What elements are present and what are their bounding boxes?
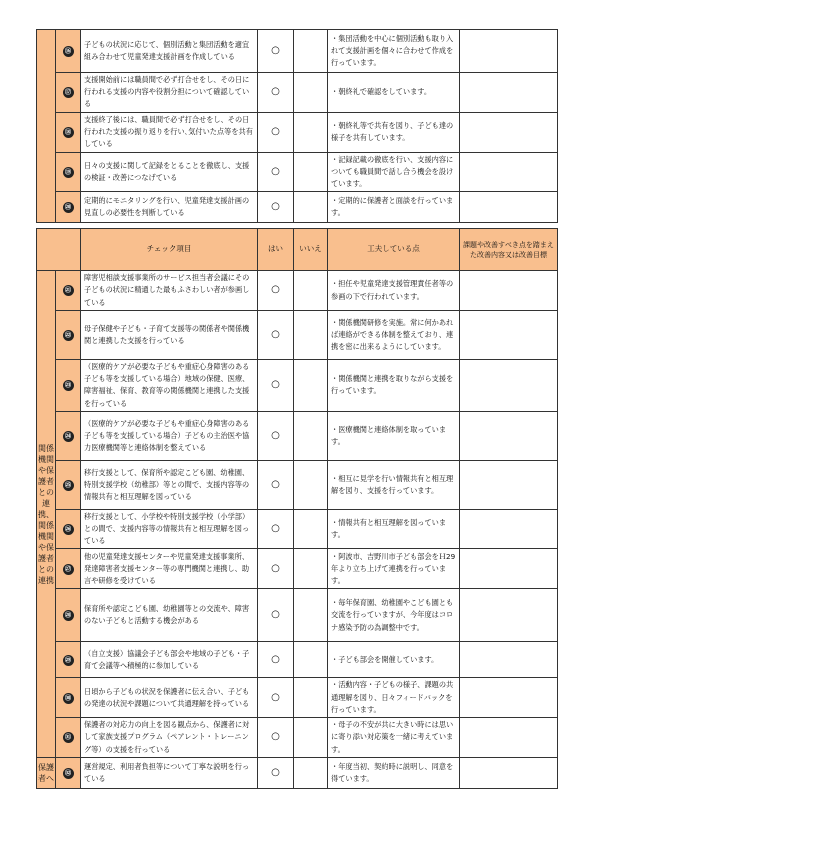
effort-text: ・情報共有と相互理解を図っています。 xyxy=(328,509,460,549)
check-item-text: 保育所や認定こども園、幼稚園等との交流や、障害のない子どもと活動する機会がある xyxy=(81,589,258,642)
no-mark xyxy=(294,642,328,678)
row-number xyxy=(56,30,81,73)
effort-text: ・毎年保育園、幼稚園やこども園とも交流を行っていますが、今年度はコロナ感染予防の為調整中です。 xyxy=(328,589,460,642)
effort-text: ・朝終礼等で共有を図り、子ども達の様子を共有しています。 xyxy=(328,112,460,152)
yes-mark: ○ xyxy=(258,718,294,758)
yes-mark: ○ xyxy=(258,271,294,311)
issue-text xyxy=(460,360,558,412)
check-item-text: 移行支援として、保育所や認定こども園、幼稚園、特別支援学校（幼稚部）等との間で、支援内容等の情報共有と相互理解を図っている xyxy=(81,460,258,509)
issue-text xyxy=(460,642,558,678)
yes-mark: ○ xyxy=(258,112,294,152)
effort-text: ・定期的に保護者と面談を行っています。 xyxy=(328,192,460,223)
header-no: いいえ xyxy=(294,229,328,271)
no-mark xyxy=(294,360,328,412)
effort-text: ・関係機関研修を実施。常に何かあれば連絡ができる体制を整えており、連携を密に出来るようにしています。 xyxy=(328,311,460,360)
row-number-badge: ㉗ xyxy=(63,564,74,575)
row-number xyxy=(56,271,81,311)
table-row xyxy=(37,678,558,718)
table-row xyxy=(37,509,558,549)
issue-text xyxy=(460,509,558,549)
check-item-text: 母子保健や子ども・子育て支援等の関係者や関係機関と連携した支援を行っている xyxy=(81,311,258,360)
header-check-item: チェック項目 xyxy=(81,229,258,271)
yes-mark: ○ xyxy=(258,549,294,589)
row-number xyxy=(56,460,81,509)
table-row xyxy=(37,192,558,223)
table-row xyxy=(37,112,558,152)
no-mark xyxy=(294,411,328,460)
check-item-text: 運営規定、利用者負担等について丁寧な説明を行っている xyxy=(81,758,258,789)
effort-text: ・担任や児童発達支援管理責任者等の参画の下で行われています。 xyxy=(328,271,460,311)
row-number xyxy=(56,192,81,223)
yes-mark: ○ xyxy=(258,73,294,113)
effort-text: ・医療機関と連絡体制を取っています。 xyxy=(328,411,460,460)
no-mark xyxy=(294,509,328,549)
row-number-badge: ⑯ xyxy=(63,46,74,57)
table-row xyxy=(37,271,558,311)
no-mark xyxy=(294,271,328,311)
effort-text: ・年度当初、契約時に説明し、同意を得ています。 xyxy=(328,758,460,789)
no-mark xyxy=(294,73,328,113)
yes-mark: ○ xyxy=(258,509,294,549)
table-row xyxy=(37,589,558,642)
check-item-text: 日頃から子どもの状況を保護者に伝え合い、子どもの発達の状況や課題について共通理解を持っている xyxy=(81,678,258,718)
no-mark xyxy=(294,112,328,152)
table-row xyxy=(37,549,558,589)
no-mark xyxy=(294,758,328,789)
check-item-text: 子どもの状況に応じて、個別活動と集団活動を適宜組み合わせて児童発達支援計画を作成している xyxy=(81,30,258,73)
table-row xyxy=(37,360,558,412)
issue-text xyxy=(460,411,558,460)
check-item-text: 日々の支援に関して記録をとることを徹底し、支援の検証・改善につなげている xyxy=(81,152,258,192)
category-label-guardians: 保護者へ xyxy=(37,758,56,789)
issue-text xyxy=(460,718,558,758)
effort-text: ・子ども部会を開催しています。 xyxy=(328,642,460,678)
no-mark xyxy=(294,311,328,360)
check-item-text: （医療的ケアが必要な子どもや重症心身障害のある子ども等を支援している場合）子どもの主治医や協力医療機関等と連絡体制を整えている xyxy=(81,411,258,460)
table-row xyxy=(37,758,558,789)
row-number-badge: ㉙ xyxy=(63,655,74,666)
category-cell-top xyxy=(37,30,56,223)
no-mark xyxy=(294,678,328,718)
header-effort: 工夫している点 xyxy=(328,229,460,271)
table-row xyxy=(37,411,558,460)
issue-text xyxy=(460,311,558,360)
row-number-badge: ㉒ xyxy=(63,330,74,341)
category-label-collaboration: 関係機関や保護者との連携、関係機関や保護者との連携 xyxy=(37,271,56,758)
table-row xyxy=(37,460,558,509)
table-row xyxy=(37,311,558,360)
row-number-badge: ㉖ xyxy=(63,524,74,535)
row-number-badge: ⑳ xyxy=(63,202,74,213)
check-item-text: 保護者の対応力の向上を図る観点から、保護者に対して家族支援プログラム（ペアレント・トレーニング等）の支援を行っている xyxy=(81,718,258,758)
check-item-text: 移行支援として、小学校や特別支援学校（小学部）との間で、支援内容等の情報共有と相互理解を図っている xyxy=(81,509,258,549)
issue-text xyxy=(460,758,558,789)
no-mark xyxy=(294,549,328,589)
issue-text xyxy=(460,30,558,73)
effort-text: ・関係機関と連携を取りながら支援を行っています。 xyxy=(328,360,460,412)
row-number xyxy=(56,73,81,113)
row-number xyxy=(56,311,81,360)
row-number-badge: ㉑ xyxy=(63,285,74,296)
issue-text xyxy=(460,192,558,223)
table-row xyxy=(37,642,558,678)
row-number-badge: ㉜ xyxy=(63,768,74,779)
header-blank xyxy=(37,229,81,271)
row-number xyxy=(56,112,81,152)
issue-text xyxy=(460,460,558,509)
row-number xyxy=(56,589,81,642)
row-number-badge: ㉚ xyxy=(63,693,74,704)
table-row xyxy=(37,152,558,192)
no-mark xyxy=(294,152,328,192)
table-row xyxy=(37,73,558,113)
effort-text: ・朝終礼で確認をしています。 xyxy=(328,73,460,113)
effort-text: ・集団活動を中心に個別活動も取り入れて支援計画を個々に合わせて作成を行っています。 xyxy=(328,30,460,73)
yes-mark: ○ xyxy=(258,642,294,678)
effort-text: ・活動内容・子どもの様子、課題の共通理解を図り、日々フィードバックを行っています。 xyxy=(328,678,460,718)
check-item-text: 支援終了後には、職員間で必ず打合せをし、その日行われた支援の振り返りを行い､気付いた点等を共有している xyxy=(81,112,258,152)
row-number-badge: ⑰ xyxy=(63,87,74,98)
no-mark xyxy=(294,192,328,223)
no-mark xyxy=(294,718,328,758)
checklist-table-top xyxy=(36,29,558,223)
check-item-text: 支援開始前には職員間で必ず打合せをし、その日に行われる支援の内容や役割分担について確認している xyxy=(81,73,258,113)
row-number xyxy=(56,758,81,789)
row-number xyxy=(56,152,81,192)
row-number xyxy=(56,360,81,412)
effort-text: ・記録記載の徹底を行い、支援内容についても職員間で話し合う機会を設けています。 xyxy=(328,152,460,192)
row-number-badge: ㉕ xyxy=(63,480,74,491)
yes-mark: ○ xyxy=(258,30,294,73)
effort-text: ・母子の不安が共に大きい時には思いに寄り添い対応策を一緒に考えています。 xyxy=(328,718,460,758)
issue-text xyxy=(460,152,558,192)
row-number xyxy=(56,411,81,460)
no-mark xyxy=(294,589,328,642)
check-item-text: 他の児童発達支援センターや児童発達支援事業所、発達障害者支援センター等の専門機関と連携し、助言や研修を受けている xyxy=(81,549,258,589)
header-issue: 課題や改善すべき点を踏まえた改善内容又は改善目標 xyxy=(460,229,558,271)
table-row xyxy=(37,718,558,758)
yes-mark: ○ xyxy=(258,192,294,223)
check-item-text: 定期的にモニタリングを行い、児童発達支援計画の見直しの必要性を判断している xyxy=(81,192,258,223)
issue-text xyxy=(460,73,558,113)
row-number xyxy=(56,678,81,718)
issue-text xyxy=(460,678,558,718)
effort-text: ・阿波市、吉野川市子ども部会をＨ29年より立ち上げて連携を行っています。 xyxy=(328,549,460,589)
row-number-badge: ㉓ xyxy=(63,380,74,391)
issue-text xyxy=(460,112,558,152)
yes-mark: ○ xyxy=(258,411,294,460)
yes-mark: ○ xyxy=(258,311,294,360)
yes-mark: ○ xyxy=(258,758,294,789)
row-number xyxy=(56,549,81,589)
yes-mark: ○ xyxy=(258,460,294,509)
check-item-text: （医療的ケアが必要な子どもや重症心身障害のある子ども等を支援している場合）地域の保健、医療、障害福祉、保育、教育等の関係機関と連携した支援を行っている xyxy=(81,360,258,412)
row-number xyxy=(56,718,81,758)
row-number xyxy=(56,642,81,678)
yes-mark: ○ xyxy=(258,360,294,412)
effort-text: ・相互に見学を行い情報共有と相互理解を図り、支援を行っています。 xyxy=(328,460,460,509)
header-yes: はい xyxy=(258,229,294,271)
issue-text xyxy=(460,549,558,589)
yes-mark: ○ xyxy=(258,589,294,642)
row-number xyxy=(56,509,81,549)
no-mark xyxy=(294,30,328,73)
checklist-table-main xyxy=(36,228,558,789)
row-number-badge: ⑲ xyxy=(63,167,74,178)
row-number-badge: ㉛ xyxy=(63,732,74,743)
table-row xyxy=(37,30,558,73)
row-number-badge: ⑱ xyxy=(63,127,74,138)
yes-mark: ○ xyxy=(258,152,294,192)
row-number-badge: ㉘ xyxy=(63,610,74,621)
check-item-text: 障害児相談支援事業所のサービス担当者会議にその子どもの状況に精通した最もふさわしい者が参画している xyxy=(81,271,258,311)
check-item-text: （自立支援）協議会子ども部会や地域の子ども・子育て会議等へ積極的に参加している xyxy=(81,642,258,678)
yes-mark: ○ xyxy=(258,678,294,718)
row-number-badge: ㉔ xyxy=(63,431,74,442)
no-mark xyxy=(294,460,328,509)
issue-text xyxy=(460,271,558,311)
issue-text xyxy=(460,589,558,642)
